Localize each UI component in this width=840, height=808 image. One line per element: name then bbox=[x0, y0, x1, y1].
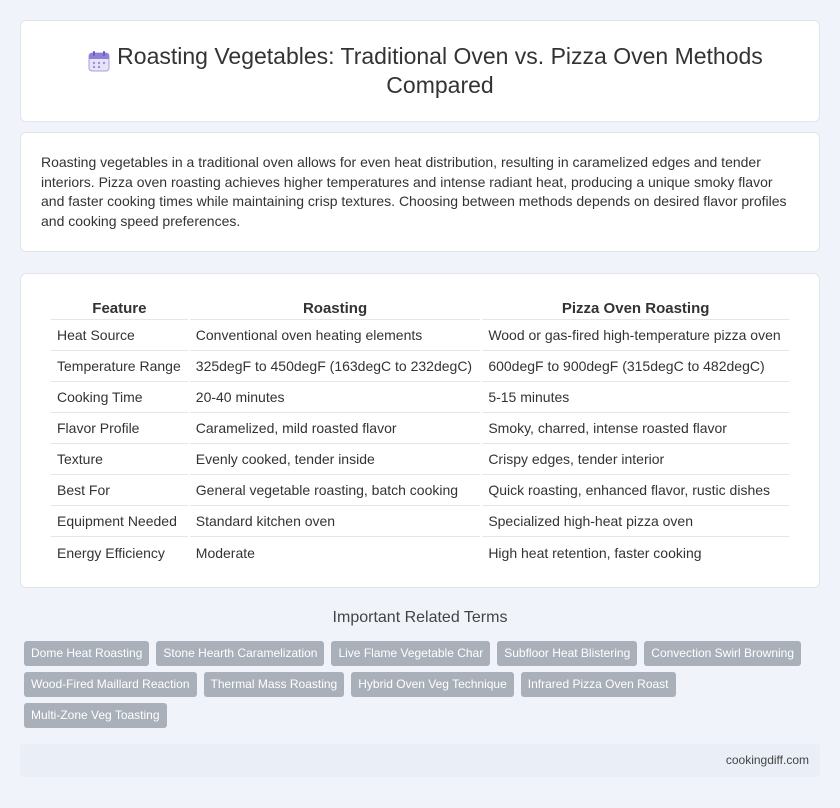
table-header-row bbox=[51, 296, 789, 320]
related-term-tag[interactable]: Multi-Zone Veg Toasting bbox=[24, 703, 167, 728]
table-row bbox=[51, 444, 789, 475]
table-cell: Temperature Range bbox=[51, 351, 188, 382]
header-pizza-oven: Pizza Oven Roasting bbox=[482, 296, 789, 320]
table-cell: 20-40 minutes bbox=[190, 382, 481, 413]
comparison-table bbox=[49, 296, 791, 568]
title-card bbox=[20, 20, 820, 122]
table-cell: Crispy edges, tender interior bbox=[482, 444, 789, 475]
table-cell: Smoky, charred, intense roasted flavor bbox=[482, 413, 789, 444]
related-term-tag[interactable]: Stone Hearth Caramelization bbox=[156, 641, 324, 666]
related-term-tag[interactable]: Live Flame Vegetable Char bbox=[331, 641, 490, 666]
intro-text: Roasting vegetables in a traditional oven allows for even heat distribution, resulting in caramelized edges and tender interiors. Pizza oven roasting achieves higher temperatures and intense radiant heat, producing a unique smoky flavor and faster cooking times while maintaining crisp textures. Choosing between methods depends on desired flavor profiles and cooking speed preferences. bbox=[41, 154, 787, 229]
table-cell: Caramelized, mild roasted flavor bbox=[190, 413, 481, 444]
related-term-tag[interactable]: Dome Heat Roasting bbox=[24, 641, 149, 666]
table-cell: Moderate bbox=[195, 544, 255, 561]
table-cell: Specialized high-heat pizza oven bbox=[482, 506, 789, 537]
table-cell: Cooking Time bbox=[51, 382, 188, 413]
header-feature: Feature bbox=[51, 296, 188, 320]
table-row bbox=[51, 506, 789, 537]
table-cell: Standard kitchen oven bbox=[190, 506, 481, 537]
table-cell: 325degF to 450degF (163degC to 232degC) bbox=[190, 351, 481, 382]
table-row bbox=[51, 537, 789, 568]
table-cell: General vegetable roasting, batch cooking bbox=[190, 475, 481, 506]
related-term-tag[interactable]: Subfloor Heat Blistering bbox=[497, 641, 637, 666]
footer bbox=[20, 744, 820, 777]
table-cell: Wood or gas-fired high-temperature pizza oven bbox=[482, 320, 789, 351]
table-row bbox=[51, 475, 789, 506]
table-cell: 5-15 minutes bbox=[482, 382, 789, 413]
related-term-tag[interactable]: Convection Swirl Browning bbox=[644, 641, 801, 666]
table-cell: Quick roasting, enhanced flavor, rustic dishes bbox=[482, 475, 789, 506]
comparison-card bbox=[20, 273, 820, 588]
related-terms-list bbox=[24, 641, 814, 728]
table-cell: Evenly cooked, tender inside bbox=[190, 444, 481, 475]
footer-site-link[interactable]: cookingdiff.com bbox=[725, 753, 809, 767]
table-row bbox=[51, 320, 789, 351]
related-terms-title: Important Related Terms bbox=[332, 609, 508, 626]
table-cell: Conventional oven heating elements bbox=[190, 320, 481, 351]
table-cell: Best For bbox=[51, 475, 188, 506]
header-roasting: Roasting bbox=[190, 296, 481, 320]
related-term-tag[interactable]: Thermal Mass Roasting bbox=[204, 672, 345, 697]
table-cell: 600degF to 900degF (315degC to 482degC) bbox=[482, 351, 789, 382]
related-term-tag[interactable]: Hybrid Oven Veg Technique bbox=[351, 672, 514, 697]
related-term-tag[interactable]: Wood-Fired Maillard Reaction bbox=[24, 672, 197, 697]
intro-card bbox=[20, 132, 820, 252]
table-row bbox=[51, 382, 789, 413]
related-term-tag[interactable]: Infrared Pizza Oven Roast bbox=[521, 672, 676, 697]
page-title: Roasting Vegetables: Traditional Oven vs. Pizza Oven Methods Compared bbox=[117, 43, 763, 98]
table-row bbox=[51, 413, 789, 444]
table-cell: High heat retention, faster cooking bbox=[488, 544, 702, 561]
table-cell: Flavor Profile bbox=[51, 413, 188, 444]
table-cell: Texture bbox=[51, 444, 188, 475]
table-cell: Equipment Needed bbox=[51, 506, 188, 537]
table-cell: Energy Efficiency bbox=[57, 544, 165, 561]
table-row bbox=[51, 351, 789, 382]
table-cell: Heat Source bbox=[51, 320, 188, 351]
